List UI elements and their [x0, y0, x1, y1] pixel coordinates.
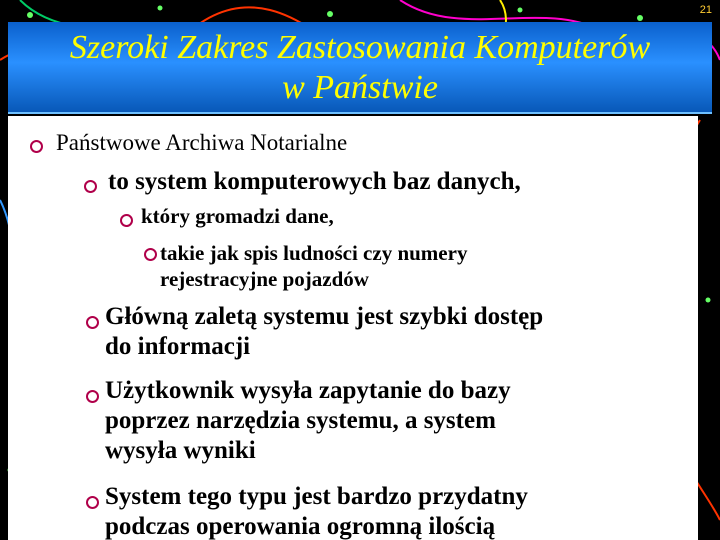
bullet-item: Państwowe Archiwa Notarialne: [56, 130, 348, 155]
bullet-line: takie jak spis ludności czy numery: [160, 241, 468, 265]
bullet-line: do informacji: [105, 333, 251, 360]
bullet-line: Główną zaletą systemu jest szybki dostęp: [105, 303, 544, 330]
bullet-item: [105, 302, 543, 362]
slide-title: [8, 22, 712, 108]
bullet-icon: [84, 180, 97, 193]
bullet-icon: [120, 214, 133, 227]
title-line-1: Szeroki Zakres Zastosowania Komputerów: [69, 29, 651, 66]
bullet-line: podczas operowania ogromną ilością: [105, 513, 496, 540]
bullet-icon: [144, 248, 157, 261]
bullet-icon: [86, 316, 99, 329]
bullet-line: rejestracyjne pojazdów: [160, 267, 369, 291]
bullet-icon: [86, 390, 99, 403]
content-panel: [8, 116, 698, 540]
bullet-item: który gromadzi dane,: [141, 204, 334, 228]
bullet-icon: [30, 140, 43, 153]
bullet-item: [105, 482, 528, 540]
bullet-item: [105, 376, 511, 466]
bullet-line: poprzez narzędzia systemu, a system: [105, 407, 496, 434]
page-number: 21: [699, 4, 712, 16]
bullet-icon: [86, 496, 99, 509]
bullet-line: Użytkownik wysyła zapytanie do bazy: [105, 377, 511, 404]
bullet-item: [160, 240, 467, 292]
bullet-line: wysyła wyniki: [105, 437, 256, 464]
title-line-2: w Państwie: [282, 69, 438, 106]
bullet-line: System tego typu jest bardzo przydatny: [105, 483, 528, 510]
bullet-item: to system komputerowych baz danych,: [108, 168, 521, 195]
